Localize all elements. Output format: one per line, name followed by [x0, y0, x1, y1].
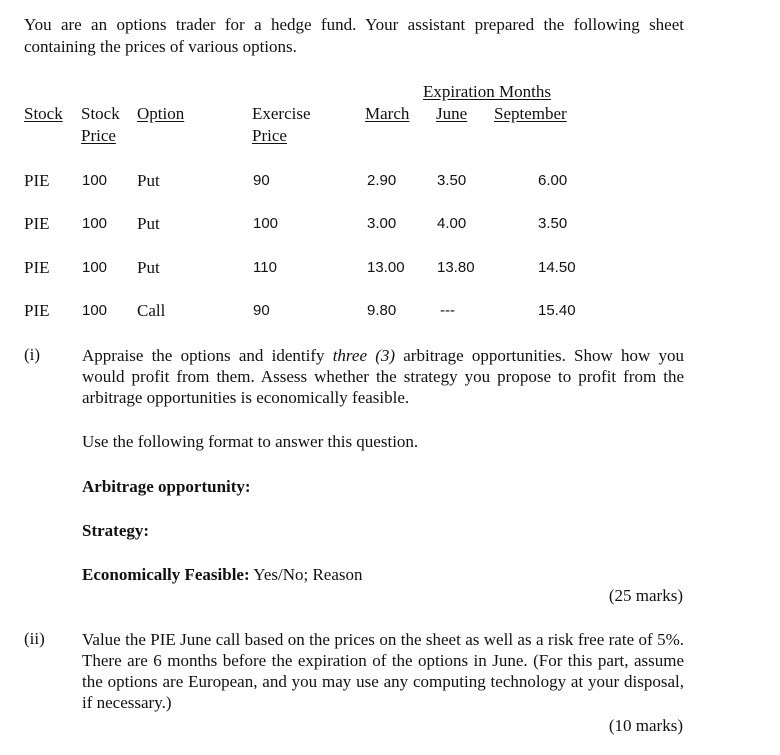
cell-march: 9.80 — [367, 302, 397, 319]
cell-option: Call — [137, 301, 166, 320]
cell-june: --- — [440, 302, 455, 319]
question-ii-marks: (10 marks) — [608, 716, 683, 735]
header-september: September — [494, 104, 567, 123]
arbitrage-opportunity-label: Arbitrage opportunity: — [82, 477, 251, 496]
cell-price: 100 — [82, 259, 108, 276]
cell-option: Put — [137, 258, 160, 277]
cell-june: 3.50 — [437, 172, 467, 189]
cell-exercise: 110 — [253, 259, 277, 276]
cell-stock: PIE — [24, 301, 50, 320]
cell-exercise: 100 — [253, 215, 279, 232]
cell-september: 15.40 — [538, 302, 576, 319]
question-i-text-start: Appraise the options and identify — [82, 346, 333, 365]
cell-march: 2.90 — [367, 172, 397, 189]
question-i-label: (i) — [24, 345, 41, 364]
group-header-expiration-months: Expiration Months — [423, 82, 551, 101]
cell-stock: PIE — [24, 258, 50, 277]
cell-price: 100 — [82, 215, 108, 232]
header-stock-price-line2: Price — [81, 126, 116, 145]
question-i-emphasis: three (3) — [332, 346, 396, 365]
question-i-marks: (25 marks) — [608, 586, 683, 605]
cell-stock: PIE — [24, 171, 50, 190]
strategy-label: Strategy: — [82, 521, 150, 540]
header-march: March — [365, 104, 410, 123]
cell-june: 13.80 — [437, 259, 475, 276]
economically-feasible-value: Yes/No; Reason — [249, 565, 363, 584]
question-i-text — [82, 345, 684, 408]
format-instruction: Use the following format to answer this question. — [82, 432, 419, 451]
cell-september: 14.50 — [538, 259, 576, 276]
header-exercise-line2: Price — [252, 126, 287, 145]
question-ii-text: Value the PIE June call based on the prices on the sheet as well as a risk free rate of 5%. There are 6 months before the expiration of the options in June. (For this part, assume the options are European, and you may use any computing technology at your disposal, if necessary.) — [82, 630, 684, 712]
intro-paragraph: You are an options trader for a hedge fund. Your assistant prepared the following sheet containing the prices of various options. — [24, 15, 684, 56]
cell-exercise: 90 — [253, 172, 270, 189]
header-june: June — [436, 104, 468, 123]
cell-june: 4.00 — [437, 215, 467, 232]
question-ii-label: (ii) — [24, 629, 45, 648]
header-stock-price-line1: Stock — [81, 104, 120, 123]
question-i-text-end: arbitrage opportunities. Show how you would profit from them. Assess whether the strategy you propose to profit from the arbitrage opportunities is economically feasible. — [82, 346, 684, 407]
economically-feasible-line — [82, 565, 363, 585]
cell-march: 3.00 — [367, 215, 397, 232]
cell-option: Put — [137, 214, 160, 233]
cell-exercise: 90 — [253, 302, 270, 319]
cell-september: 3.50 — [538, 215, 568, 232]
cell-option: Put — [137, 171, 160, 190]
cell-september: 6.00 — [538, 172, 568, 189]
header-stock: Stock — [24, 104, 63, 123]
cell-march: 13.00 — [367, 259, 405, 276]
header-exercise-line1: Exercise — [252, 104, 311, 123]
cell-stock: PIE — [24, 214, 50, 233]
economically-feasible-label: Economically Feasible: — [82, 565, 250, 584]
cell-price: 100 — [82, 172, 108, 189]
cell-price: 100 — [82, 302, 108, 319]
header-option: Option — [137, 104, 185, 123]
